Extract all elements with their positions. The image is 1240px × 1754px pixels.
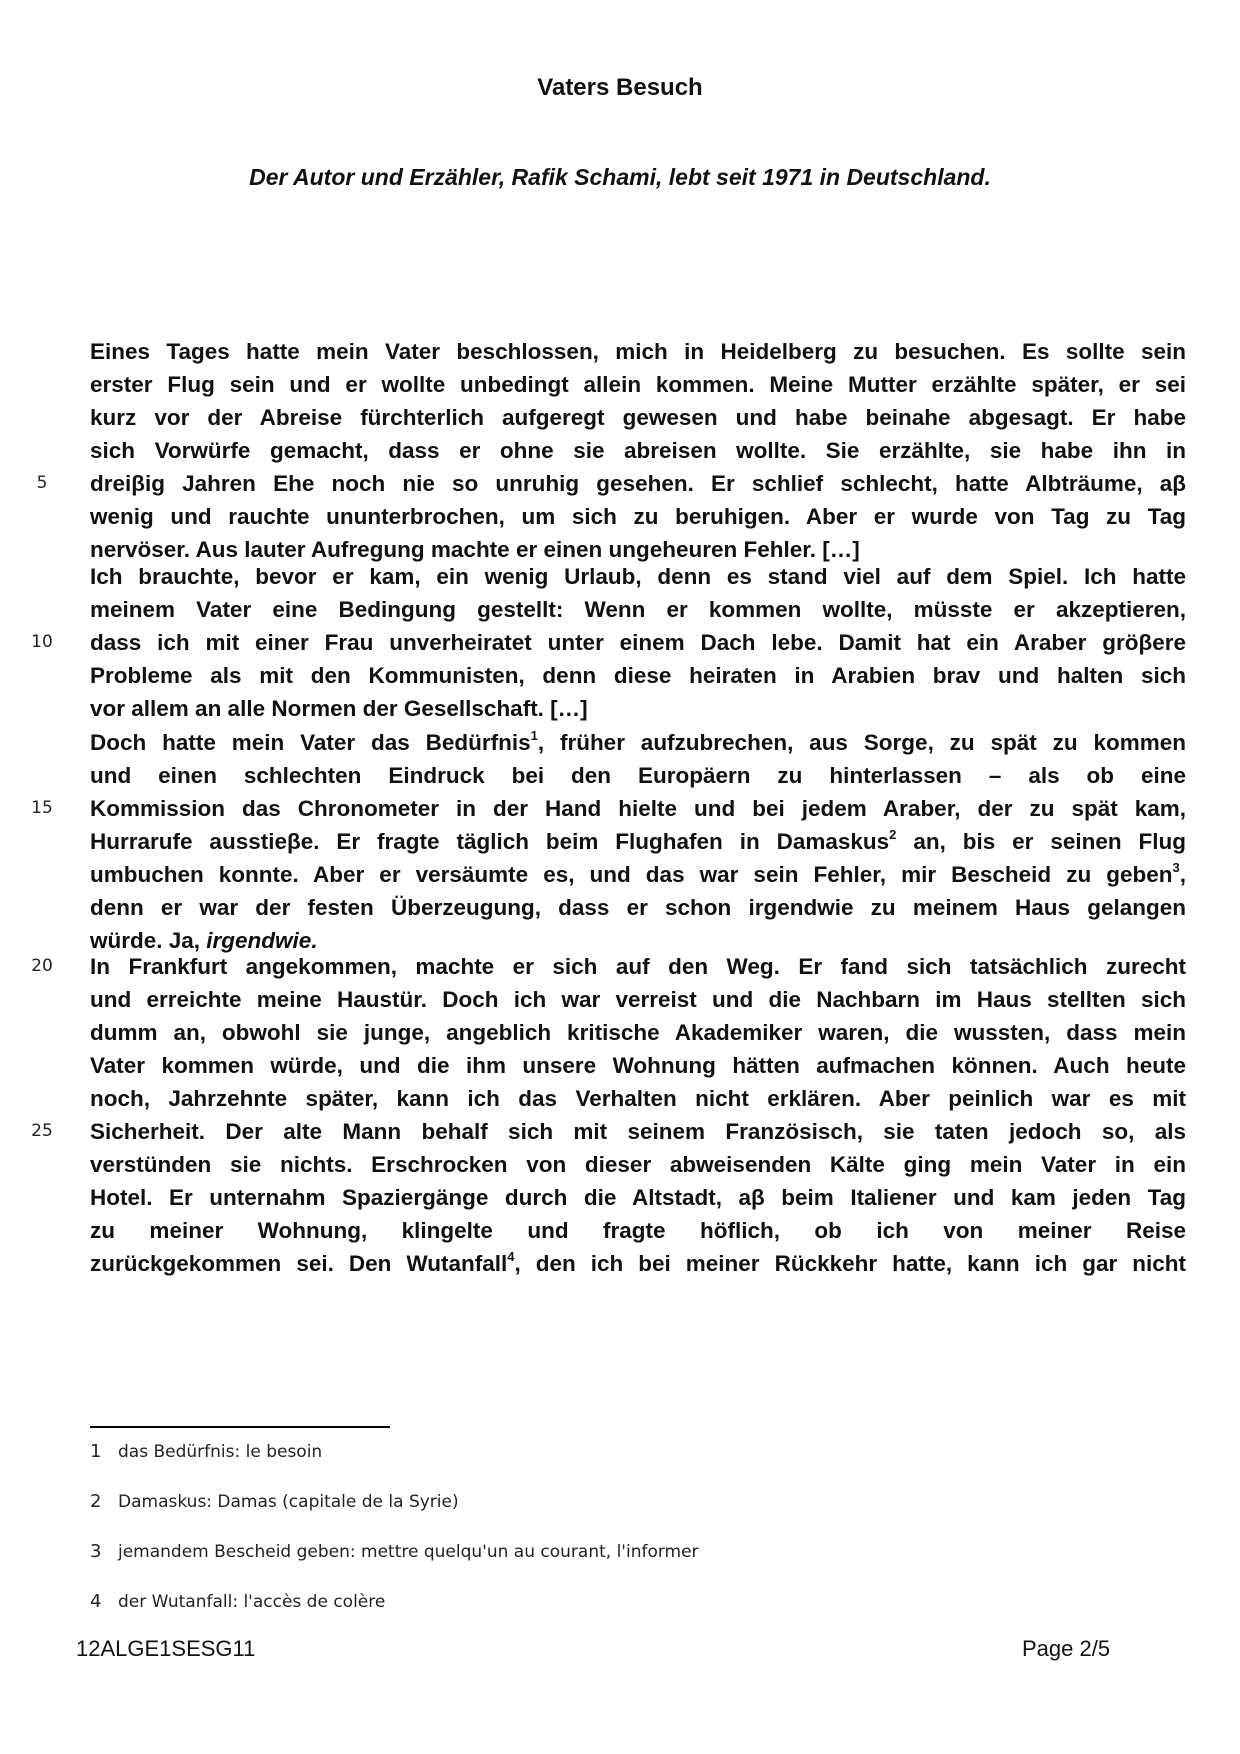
text-line: Kommission das Chronometer in der Hand hielte und bei jedem Araber, der zu spät kam, xyxy=(90,796,1186,821)
text-line: denn er war der festen Überzeugung, dass er schon irgendwie zu meinem Haus gelangen xyxy=(90,895,1186,920)
footnote-number: 1 xyxy=(90,1441,102,1462)
line-number: 10 xyxy=(31,632,53,652)
text-line: dumm an, obwohl sie junge, angeblich kritische Akademiker waren, die wussten, dass mein xyxy=(90,1020,1186,1045)
text-line: vor allem an alle Normen der Gesellschaft. […] xyxy=(90,696,588,721)
footnote-4 xyxy=(90,1591,385,1612)
text-line: Probleme als mit den Kommunisten, denn diese heiraten in Arabien brav und halten sich xyxy=(90,663,1186,688)
footnote-text: Damaskus: Damas (capitale de la Syrie) xyxy=(118,1492,459,1512)
paragraph-4 xyxy=(31,950,1186,1280)
text-line: nervöser. Aus lauter Aufregung machte er einen ungeheuren Fehler. […] xyxy=(90,537,860,562)
footnote-number: 4 xyxy=(90,1591,102,1612)
text-line: dass ich mit einer Frau unverheiratet unter einem Dach lebe. Damit hat ein Araber gröβere xyxy=(90,630,1186,655)
text-line: Hurrarufe ausstieβe. Er fragte täglich beim Flughafen in Damaskus$^2$ an, bis er seinen Flug xyxy=(90,826,1186,854)
footnote-ref-3[interactable]: 3 xyxy=(1172,859,1180,875)
line-number: 5 xyxy=(36,473,48,493)
footnote-divider xyxy=(90,1426,390,1428)
footnote-text: jemandem Bescheid geben: mettre quelqu'un au courant, l'informer xyxy=(118,1542,699,1562)
text-line: meinem Vater eine Bedingung gestellt: Wenn er kommen wollte, müsste er akzeptieren, xyxy=(90,597,1186,622)
text-line: wenig und rauchte ununterbrochen, um sich zu beruhigen. Aber er wurde von Tag zu Tag xyxy=(90,504,1186,529)
text-line: verstünden sie nichts. Erschrocken von dieser abweisenden Kälte ging mein Vater in ein xyxy=(90,1152,1186,1177)
paragraph-2 xyxy=(31,560,1186,725)
footnote-number: 2 xyxy=(90,1491,102,1512)
text-line: Vater kommen würde, und die ihm unsere Wohnung hätten aufmachen können. Auch heute xyxy=(90,1053,1186,1078)
emphasis-irgendwie: irgendwie. xyxy=(206,928,318,953)
line-number: 15 xyxy=(31,798,53,818)
text-line: zu meiner Wohnung, klingelte und fragte höflich, ob ich von meiner Reise xyxy=(90,1218,1186,1243)
footnote-ref-1[interactable]: 1 xyxy=(530,727,538,743)
text-line: würde. Ja, irgendwie. xyxy=(90,928,318,953)
text-line: Ich brauchte, bevor er kam, ein wenig Urlaub, denn es stand viel auf dem Spiel. Ich hatte xyxy=(90,564,1186,589)
text-line: umbuchen konnte. Aber er versäumte es, und das war sein Fehler, mir Bescheid zu geben$^3$, xyxy=(90,859,1186,887)
text-line: Hotel. Er unternahm Spaziergänge durch die Altstadt, aβ beim Italiener und kam jeden Tag xyxy=(90,1185,1186,1210)
text-line: erster Flug sein und er wollte unbedingt allein kommen. Meine Mutter erzählte später, er sei xyxy=(90,372,1186,397)
footnote-text: der Wutanfall: l'accès de colère xyxy=(118,1592,386,1612)
page-number: Page 2/5 xyxy=(1022,1636,1111,1661)
document-title: Vaters Besuch xyxy=(537,74,703,101)
footnote-1 xyxy=(90,1441,322,1462)
text-line: kurz vor der Abreise fürchterlich aufgeregt gewesen und habe beinahe abgesagt. Er habe xyxy=(90,405,1186,430)
text-line: und einen schlechten Eindruck bei den Europäern zu hinterlassen – als ob eine xyxy=(90,763,1186,788)
document-subtitle: Der Autor und Erzähler, Rafik Schami, lebt seit 1971 in Deutschland. xyxy=(249,164,991,190)
text-line: zurückgekommen sei. Den Wutanfall$^4$, den ich bei meiner Rückkehr hatte, kann ich gar nicht xyxy=(90,1248,1186,1276)
text-line: Doch hatte mein Vater das Bedürfnis$^1$, früher aufzubrechen, aus Sorge, zu spät zu kommen xyxy=(90,727,1186,755)
footnote-text: das Bedürfnis: le besoin xyxy=(118,1442,323,1462)
footnote-ref-4[interactable]: 4 xyxy=(507,1248,515,1264)
text-line: Eines Tages hatte mein Vater beschlossen, mich in Heidelberg zu besuchen. Es sollte sein xyxy=(90,339,1186,364)
text-line: Sicherheit. Der alte Mann behalf sich mit seinem Französisch, sie taten jedoch so, als xyxy=(90,1119,1186,1144)
text-line: noch, Jahrzehnte später, kann ich das Verhalten nicht erklären. Aber peinlich war es mit xyxy=(90,1086,1186,1111)
line-number: 25 xyxy=(31,1121,53,1141)
footnote-number: 3 xyxy=(90,1541,102,1562)
line-number: 20 xyxy=(31,956,53,976)
text-line: dreiβig Jahren Ehe noch nie so unruhig gesehen. Er schlief schlecht, hatte Albträume, aβ xyxy=(90,471,1186,496)
footnote-2 xyxy=(90,1491,459,1512)
text-line: sich Vorwürfe gemacht, dass er ohne sie abreisen wollte. Sie erzählte, sie habe ihn in xyxy=(90,438,1186,463)
footnote-ref-2[interactable]: 2 xyxy=(889,826,897,842)
paragraph-1 xyxy=(36,335,1186,566)
text-line: In Frankfurt angekommen, machte er sich auf den Weg. Er fand sich tatsächlich zurecht xyxy=(90,954,1186,979)
paragraph-3 xyxy=(31,726,1186,957)
exam-code: 12ALGE1SESG11 xyxy=(76,1636,256,1661)
text-line: und erreichte meine Haustür. Doch ich war verreist und die Nachbarn im Haus stellten sich xyxy=(90,987,1186,1012)
footnote-3 xyxy=(90,1541,699,1562)
